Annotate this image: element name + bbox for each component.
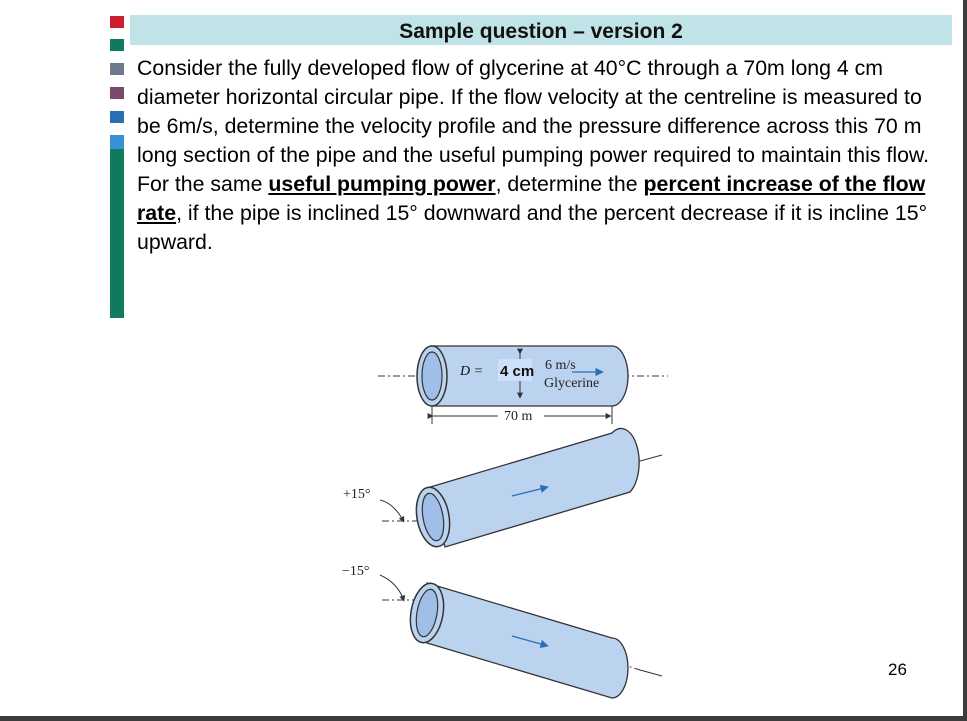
horizontal-pipe — [378, 346, 668, 424]
upward-inclined-pipe — [343, 429, 662, 550]
emphasis-flow-rate: percent increase of the flow rate — [137, 172, 926, 225]
accent-segment-grey — [110, 63, 124, 75]
question-part-3: , if the pipe is inclined 15° downward and the percent decrease if it is incline 15° upward. — [137, 201, 928, 254]
slide-title: Sample question – version 2 — [399, 20, 683, 43]
angle-down-label: −15° — [342, 564, 370, 579]
accent-segment-purple — [110, 87, 124, 99]
downward-inclined-pipe — [342, 564, 662, 698]
slide-frame-bottom — [0, 716, 967, 721]
question-text — [137, 54, 949, 257]
accent-segment-red — [110, 16, 124, 28]
length-label: 70 m — [504, 409, 533, 424]
accent-segment-teal — [110, 39, 124, 51]
emphasis-pumping-power: useful pumping power — [268, 172, 496, 196]
accent-segment-lightblue — [110, 135, 124, 149]
fluid-label: Glycerine — [544, 376, 600, 391]
slide-frame-right — [963, 0, 967, 721]
accent-segment-blue — [110, 111, 124, 123]
question-part-1: Consider the fully developed flow of glycerine at 40°C through a 70m long 4 cm diameter horizontal circular pipe. If the flow velocity at the centreline is measured to be 6m/s, determine the velocity profile and the pressure difference across this 70 m long section of the pipe and the useful pumping power required to maintain this flow. For the same — [137, 56, 930, 196]
question-part-2: , determine the — [495, 172, 644, 196]
page-number: 26 — [888, 660, 907, 679]
velocity-label: 6 m/s — [545, 358, 576, 373]
angle-up-label: +15° — [343, 487, 371, 502]
diameter-label: D = — [460, 364, 484, 379]
diameter-value: 4 cm — [500, 363, 535, 380]
accent-segment-teal-long — [110, 149, 124, 318]
pipe-figure — [330, 330, 680, 710]
